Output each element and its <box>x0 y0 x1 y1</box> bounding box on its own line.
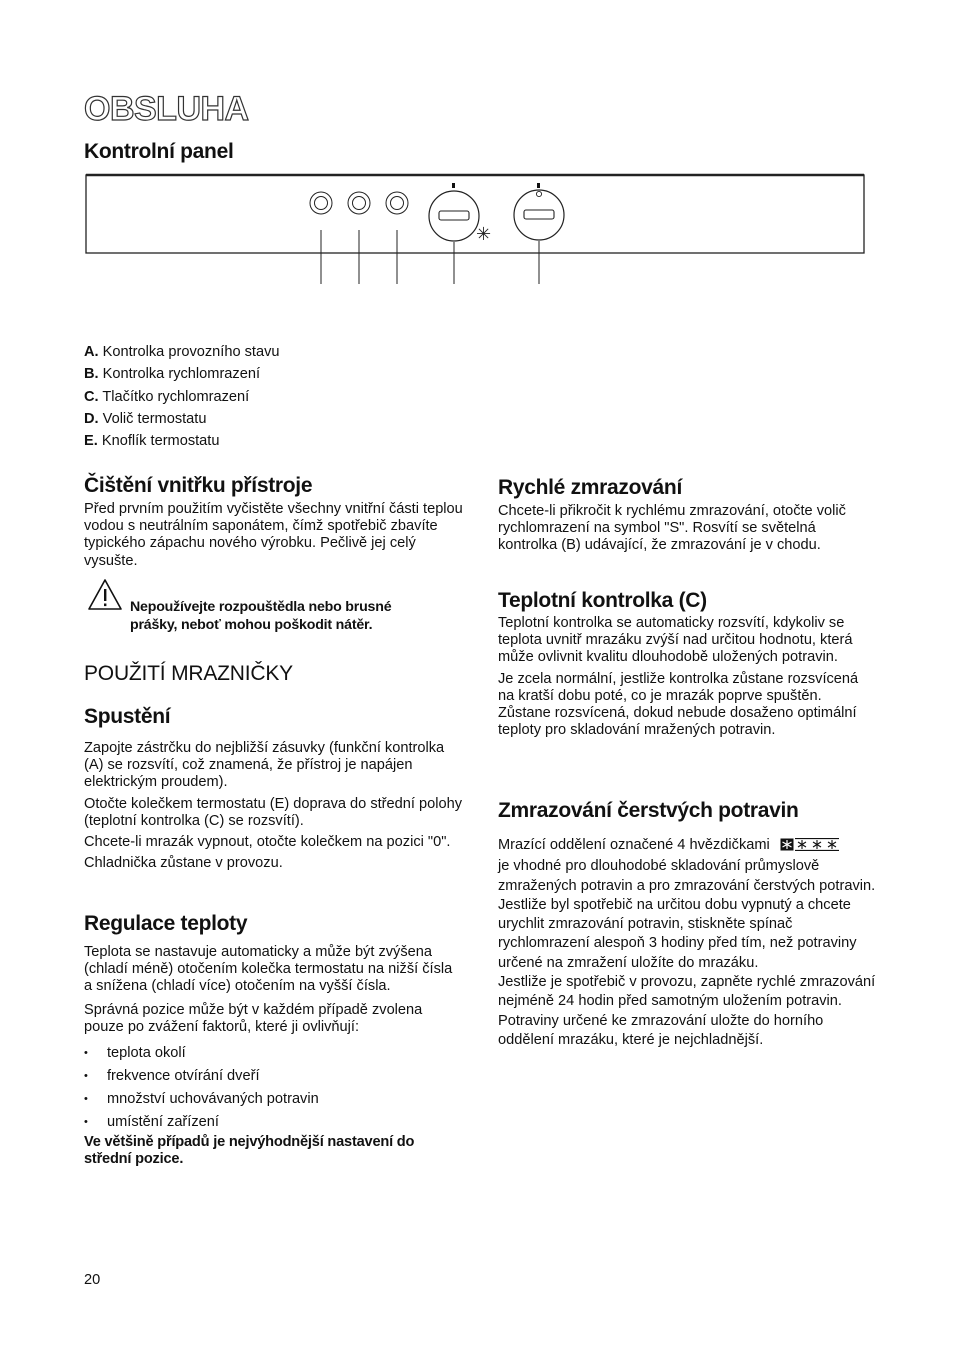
fresh-food-section <box>498 836 876 1050</box>
list-item: • množství uchovávaných potravin <box>84 1088 464 1111</box>
fast-freeze-heading: Rychlé zmrazování <box>498 476 682 499</box>
fast-freeze-text: Chcete-li přikročit k rychlému zmrazování, otočte volič rychlomrazení na symbol "S". Rosvítí se světelná kontrolka (B) udávající, že zmrazování je v chodu. <box>498 503 846 554</box>
control-panel-heading: Kontrolní panel <box>84 140 234 163</box>
legend-item: E. Knoflík termostatu <box>84 433 220 450</box>
list-item: • frekvence otvírání dveří <box>84 1065 464 1088</box>
fresh-paragraph: je vhodné pro dlouhodobé skladování průmyslově zmražených potravin a pro zmrazování čerstvých potravin. <box>498 858 876 894</box>
start-paragraph: Otočte kolečkem termostatu (E) doprava do střední polohy (teplotní kontrolka (C) se rozsvítí). <box>84 795 462 829</box>
panel-legend <box>84 341 280 452</box>
start-paragraph: Zapojte zástrčku do nejbližší zásuvky (funkční kontrolka (A) se rozsvítí, což znamená, že přístroj je napájen elektrickým proudem). <box>84 740 445 791</box>
legend-item: A. Kontrolka provozního stavu <box>84 344 280 360</box>
control-panel-drawing <box>84 172 868 290</box>
legend-item: B. Kontrolka rychlomrazení <box>84 366 261 383</box>
four-star-freezer-icon <box>780 838 840 857</box>
cleaning-text: Před prvním použitím vyčistěte všechny vnitřní části teplou vodou s neutrálním saponátem, čímž spotřebič zbavíte typického zápachu nového výrobku. Pečlivě jej celý vysušte. <box>84 501 463 569</box>
list-item: • teplota okolí <box>84 1042 464 1065</box>
page-number: 20 <box>84 1272 101 1288</box>
regulation-paragraph: Správná pozice může být v každém případě zvolena pouze po zvážení faktorů, které ji ovlivňují: <box>84 1001 423 1035</box>
start-paragraph: Chladnička zůstane v provozu. <box>84 855 283 872</box>
snowflake-icon: ✳ <box>476 224 492 245</box>
regulation-paragraph: Teplota se nastavuje automaticky a může být zvýšena (chladí méně) otočením kolečka termostatu na nižší čísla a snížena (chladí více) otočením na vyšší čísla. <box>84 944 453 995</box>
page-title: OBSLUHA <box>84 90 249 128</box>
panel-frame <box>86 175 864 253</box>
fresh-paragraph: Mrazící oddělení označené 4 hvězdičkami <box>498 837 770 853</box>
control-panel-diagram <box>84 172 868 290</box>
lamp-paragraph: Je zcela normální, jestliže kontrolka zůstane rozsvícená na kratší dobu poté, co je mrazák poprve spuštěn. Zůstane rozsvícená, dokud nebude dosaženo optimální teploty pro skladování mražených potravin. <box>498 670 859 739</box>
regulation-heading: Regulace teploty <box>84 912 248 935</box>
legend-item: C. Tlačítko rychlomrazení <box>84 388 250 405</box>
start-heading: Spustění <box>84 705 171 728</box>
warning-icon <box>88 578 124 617</box>
fresh-paragraph: Potraviny určené ke zmrazování uložte do horního oddělení mrazáku, které je nejchladnější. <box>498 1012 824 1048</box>
factor-list <box>84 1042 464 1134</box>
regulation-note: Ve většině případů je nejvýhodnější nastavení do střední pozice. <box>84 1134 415 1167</box>
regulation-section <box>84 944 464 1171</box>
start-section <box>84 740 464 876</box>
cleaning-heading: Čištění vnitřku přístroje <box>84 474 313 497</box>
lamp-paragraph: Teplotní kontrolka se automaticky rozsvítí, kdykoliv se teplota uvnitř mrazáku zvýší nad určitou hodnotu, která může ovlivnit kvalitu dlouhodobě uložených potravin. <box>498 615 853 666</box>
legend-item: D. Volič termostatu <box>84 410 207 427</box>
lamp-section <box>498 615 873 743</box>
fresh-paragraph: Jestliže je spotřebič v provozu, zapněte rychlé zmrazování nejméně 24 hodin před samotným uložením potravin. <box>498 974 876 1010</box>
lamp-heading: Teplotní kontrolka (C) <box>498 589 707 612</box>
warning-text: Nepoužívejte rozpouštědla nebo brusné prášky, neboť mohou poškodit nátěr. <box>130 599 392 633</box>
start-paragraph: Chcete-li mrazák vypnout, otočte kolečkem na pozici "0". <box>84 834 451 851</box>
fresh-paragraph: Jestliže byl spotřebič na určitou dobu vypnutý a chcete urychlit zmrazování potravin, stiskněte spínač rychlomrazení alespoň 3 hodiny před tím, než potraviny určené na zmražení uložíte do mrazáku. <box>498 896 857 971</box>
usage-heading: POUŽITÍ MRAZNIČKY <box>84 662 293 685</box>
fresh-food-heading: Zmrazování čerstvých potravin <box>498 799 799 822</box>
list-item: • umístění zařízení <box>84 1111 464 1134</box>
